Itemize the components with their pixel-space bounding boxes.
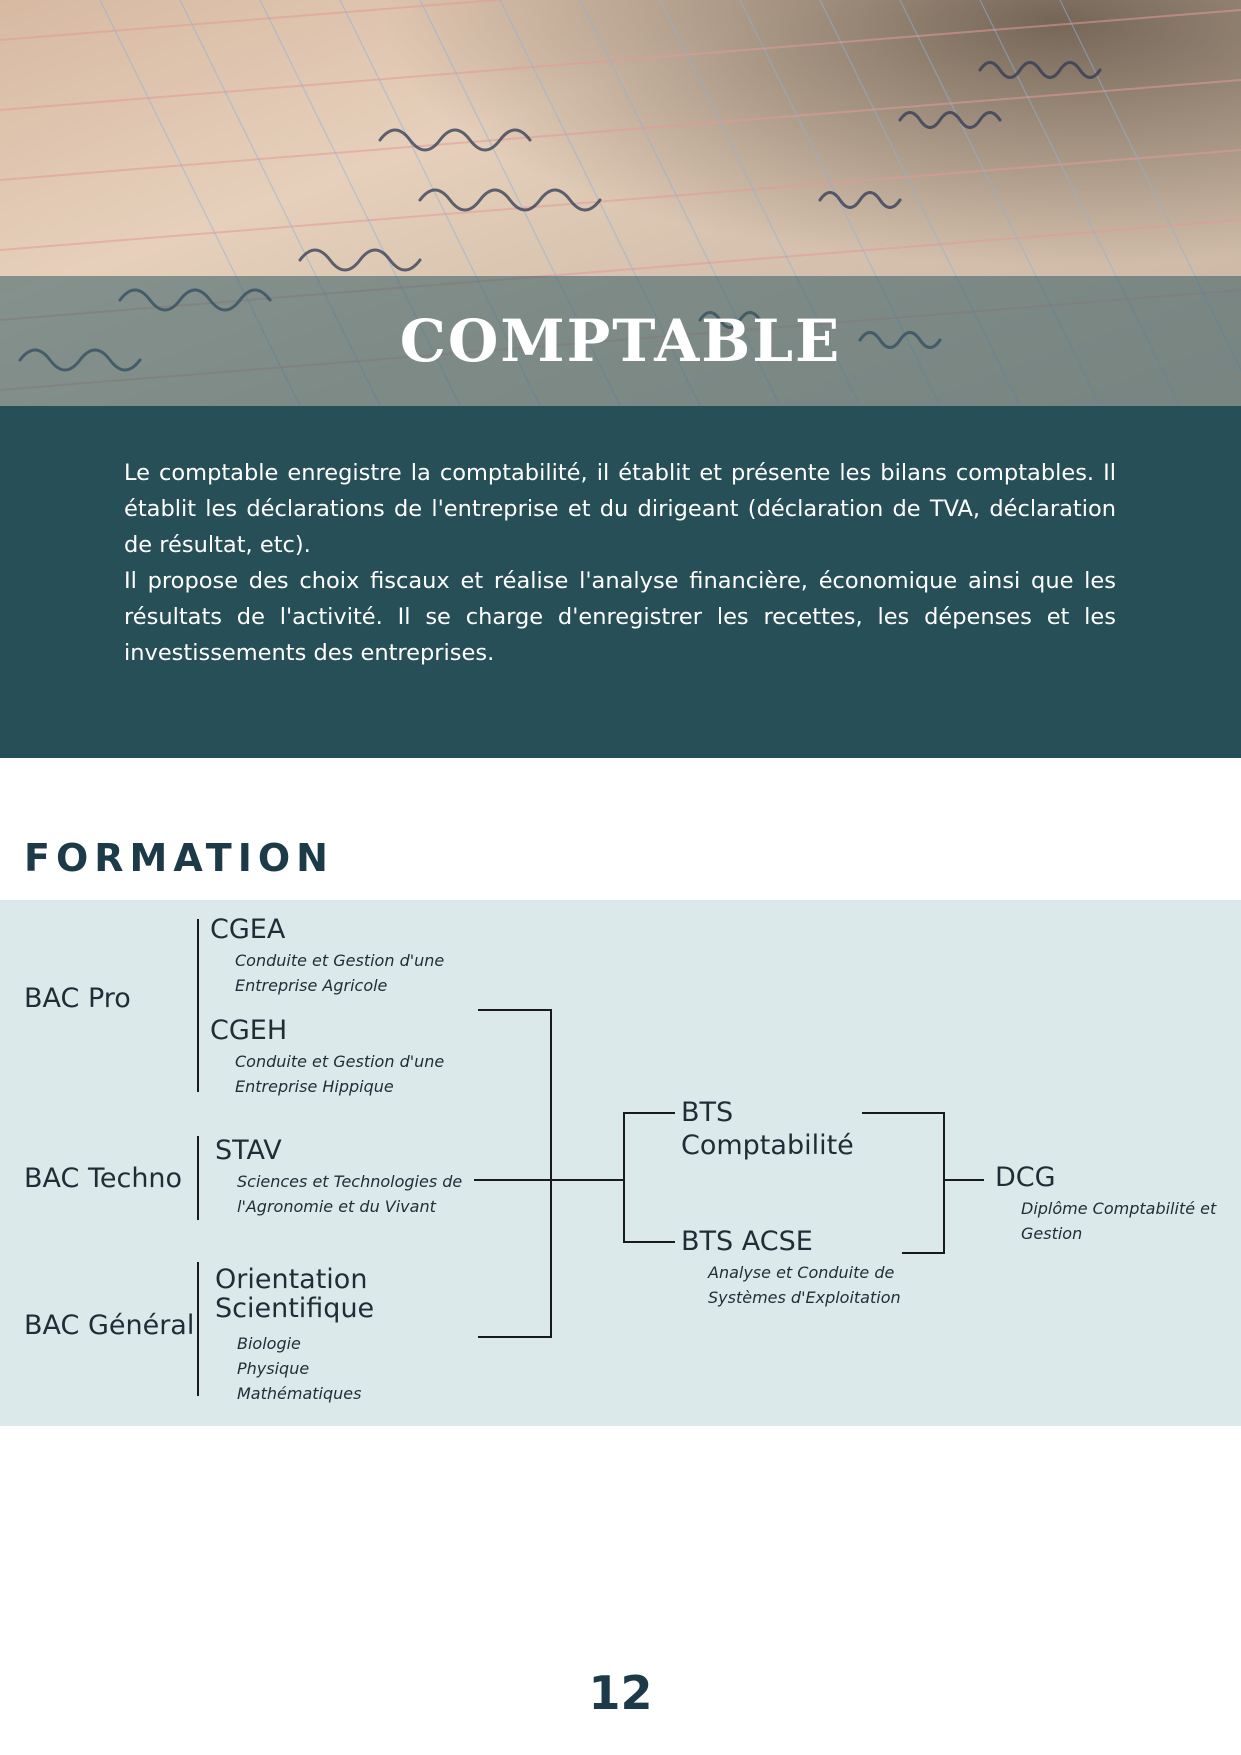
- cgea-detail: Entreprise Agricole: [235, 976, 388, 995]
- cgeh-name: CGEH: [210, 1015, 288, 1046]
- description-paragraph: Le comptable enregistre la comptabilité, il établit et présente les bilans comptables. Il établit les déclarations de l'entreprise et du dirigeant (déclaration de TVA, déclaration de résultat, etc).: [124, 460, 1116, 558]
- description-text: [124, 455, 1116, 671]
- stav-detail: Sciences et Technologies de: [237, 1172, 463, 1191]
- bts-comptabilite-name: Comptabilité: [681, 1130, 854, 1161]
- title-band: [0, 276, 1241, 406]
- formation-heading: FORMATION: [24, 836, 334, 880]
- description-paragraph: Il propose des choix fiscaux et réalise l'analyse financière, économique ainsi que les résultats de l'activité. Il se charge d'enregistrer les recettes, les dépenses et les investissements des entreprises.: [124, 568, 1116, 666]
- cgea-detail: Conduite et Gestion d'une: [235, 951, 445, 970]
- orientation-detail: Mathématiques: [237, 1384, 362, 1403]
- orientation-detail: Physique: [237, 1359, 310, 1378]
- bts-acse-detail: Analyse et Conduite de: [708, 1263, 895, 1282]
- bac-general-label: BAC Général: [24, 1310, 195, 1341]
- bac-techno-label: BAC Techno: [24, 1163, 183, 1194]
- page-number: 12: [588, 1666, 653, 1720]
- dcg-name: DCG: [995, 1162, 1056, 1193]
- description-box: [0, 406, 1241, 758]
- formation-diagram: [0, 900, 1241, 1426]
- bts-acse-detail: Systèmes d'Exploitation: [708, 1288, 901, 1307]
- bts-split-bracket: [624, 1113, 675, 1242]
- dcg-detail: Gestion: [1021, 1224, 1083, 1243]
- cgea-name: CGEA: [210, 914, 286, 945]
- stav-detail: l'Agronomie et du Vivant: [237, 1197, 436, 1216]
- bts-comptabilite-name: BTS: [681, 1097, 734, 1128]
- cgeh-detail: Entreprise Hippique: [235, 1077, 394, 1096]
- orientation-name: Scientifique: [215, 1293, 375, 1324]
- stav-name: STAV: [215, 1135, 282, 1166]
- bts-merge-bracket: [862, 1113, 944, 1253]
- header-photo: [0, 0, 1241, 406]
- cgeh-detail: Conduite et Gestion d'une: [235, 1052, 445, 1071]
- dcg-detail: Diplôme Comptabilité et: [1021, 1199, 1217, 1218]
- merge-bracket: [478, 1010, 551, 1337]
- bac-pro-label: BAC Pro: [24, 983, 131, 1014]
- bts-acse-name: BTS ACSE: [681, 1226, 813, 1257]
- page-title: COMPTABLE: [399, 307, 842, 375]
- orientation-detail: Biologie: [237, 1334, 301, 1353]
- orientation-name: Orientation: [215, 1264, 368, 1295]
